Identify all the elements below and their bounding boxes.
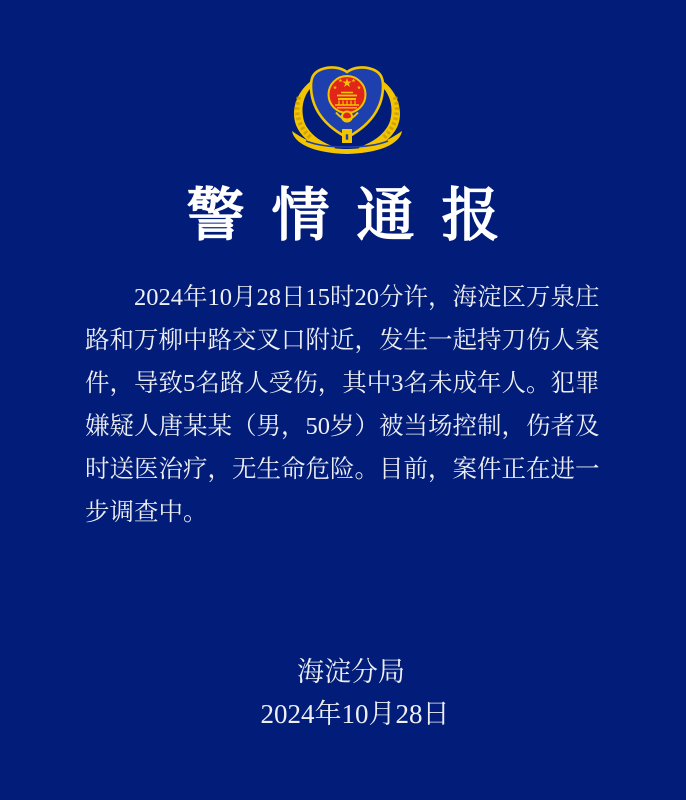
body-line: 时送医治疗，无生命危险。目前，案件正在进一 [85, 456, 600, 483]
body-line: 2024年10月28日15时20分许，海淀区万泉庄 [134, 284, 600, 311]
date: 2024年10月28日 [260, 699, 450, 729]
body-line: 步调查中。 [85, 499, 208, 526]
body-line: 件，导致5名路人受伤，其中3名未成年人。犯罪 [85, 370, 600, 397]
notice-body [85, 276, 605, 534]
signature: 海淀分局 [297, 657, 405, 687]
body-line: 嫌疑人唐某某（男，50岁）被当场控制，伤者及 [85, 413, 600, 440]
body-line: 路和万柳中路交叉口附近，发生一起持刀伤人案 [85, 327, 600, 354]
page-title: 警情通报 [186, 183, 527, 248]
police-badge-icon [286, 58, 408, 160]
